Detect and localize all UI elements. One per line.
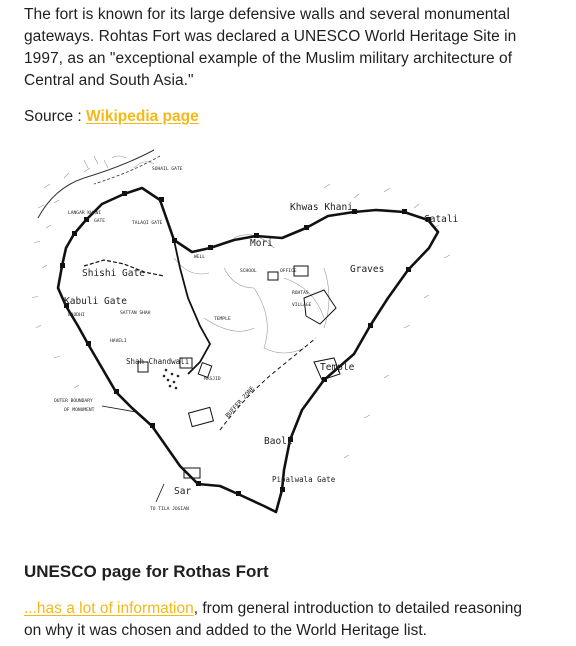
map-label-baodhi: BAODHI [68, 313, 85, 318]
map-label-shah-chandwali: Shah Chandwali [126, 357, 190, 366]
link-label: has a lot of information [36, 600, 194, 617]
intro-line: 1997, as an "exceptional example of the Muslim military architecture of [24, 50, 513, 67]
unesco-heading: UNESCO page for Rothas Fort [24, 562, 269, 581]
map-label-haveli: HAVELI [110, 339, 127, 344]
map-label-khwas-khani: Khwas Khani [290, 202, 353, 213]
wikipedia-link[interactable]: Wikipedia page [86, 108, 199, 125]
intro-line: gateways. Rohtas Fort was declared a UNESCO World Heritage Site in [24, 28, 517, 45]
map-label-temple-small: TEMPLE [214, 317, 231, 322]
rohtas-fort-map [24, 148, 472, 540]
source-line [24, 106, 564, 128]
map-label-langar-khani: LANGAR KHANI [68, 211, 102, 216]
source-prefix: Source : [24, 108, 87, 125]
fort-outer-wall [58, 188, 438, 512]
buffer-zone-line [220, 338, 316, 430]
map-label-well: WELL [194, 255, 206, 260]
buildings [138, 266, 340, 478]
map-label-kabuli-gate: Kabuli Gate [64, 296, 127, 307]
article-intro [24, 0, 564, 128]
map-label-gatali: Gatali [424, 214, 459, 225]
map-label-masjid: MASJID [204, 377, 221, 382]
map-label-office: OFFICE [280, 269, 297, 274]
intro-line: Central and South Asia." [24, 72, 194, 89]
terrain-hatching [32, 156, 450, 458]
unesco-paragraph [24, 598, 564, 642]
unesco-line-rest: , from general introduction to detailed reasoning [193, 600, 523, 617]
tree-grove [163, 369, 180, 390]
inner-citadel-wall [174, 240, 210, 374]
link-prefix: ... [24, 600, 37, 617]
map-label-buffer-zone: BUFFER ZONE [224, 385, 257, 420]
map-label-mori: Mori [250, 238, 273, 249]
map-label-pipalwala-gate: Pipalwala Gate [272, 475, 336, 484]
map-label-sattan-shah: SATTAN SHAH [120, 311, 151, 316]
unesco-info-link[interactable] [24, 600, 194, 617]
intro-line: The fort is known for its large defensive walls and several monumental [24, 6, 510, 23]
map-label-school: SCHOOL [240, 269, 257, 274]
map-label-talaqi-gate: TALAQI GATE [132, 221, 163, 226]
unesco-line: on why it was chosen and added to the World Heritage list. [24, 622, 427, 639]
map-label-temple-east: Temple [320, 362, 355, 373]
map-label-sar: Sar [174, 486, 192, 497]
map-label-graves: Graves [350, 264, 385, 275]
map-label-of-monument: OF MONUMENT [64, 408, 95, 413]
map-label-village: VILLAGE [292, 303, 312, 308]
tila-jogian-road [156, 484, 164, 502]
map-label-baoli: Baoli [264, 436, 293, 447]
map-label-to-tila-jogian: TO TILA JOGIAN [150, 507, 189, 512]
intro-paragraph [24, 4, 564, 92]
map-label-gate: GATE [94, 219, 106, 224]
map-label-sohail-gate: SOHAIL GATE [152, 167, 183, 172]
map-label-outer-boundary: OUTER BOUNDARY [54, 399, 93, 404]
unesco-line [24, 598, 564, 620]
map-label-rohtas: ROHTAS [292, 291, 309, 296]
map-label-shishi-gate: Shishi Gate [82, 268, 145, 279]
